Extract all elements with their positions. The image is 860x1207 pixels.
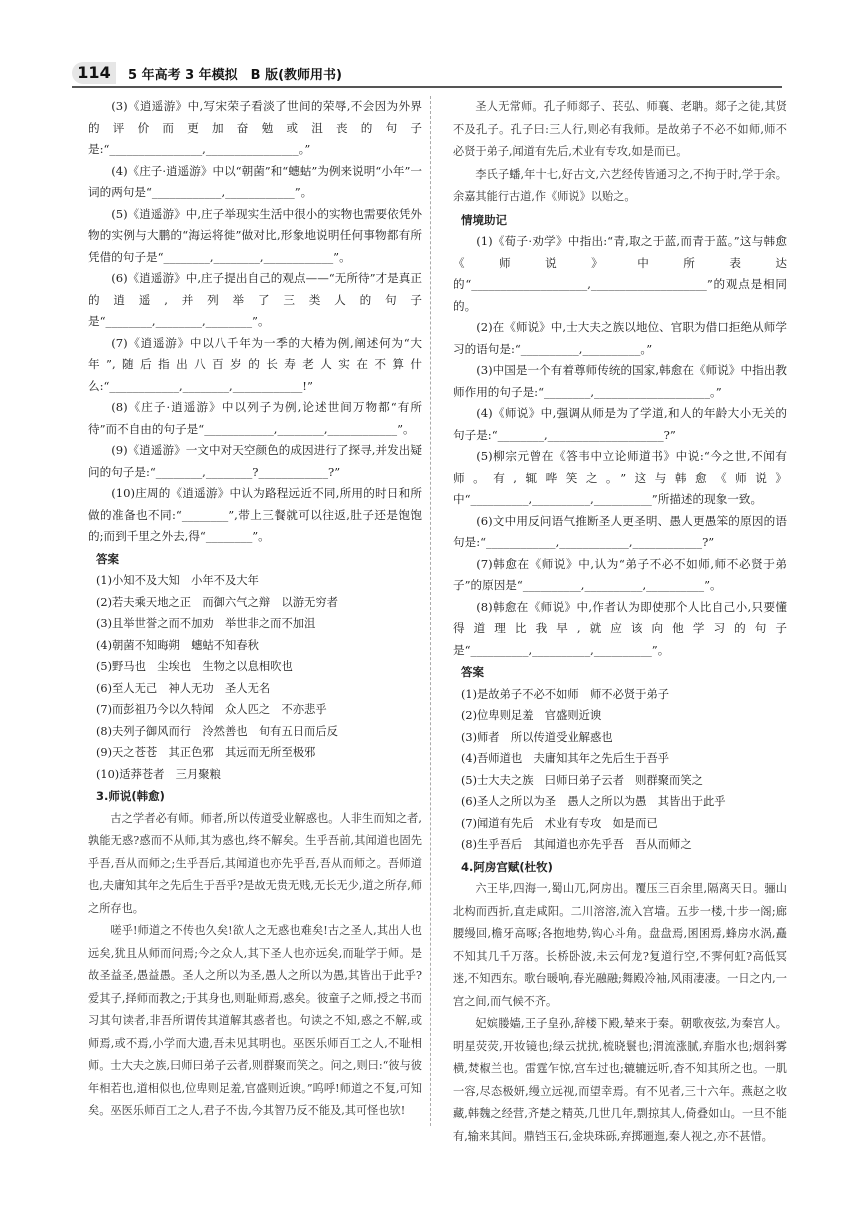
answer-item: (8)夫列子御风而行 泠然善也 旬有五日而后反 bbox=[96, 724, 338, 738]
classical-paragraph: 圣人无常师。孔子师郯子、苌弘、师襄、老聃。郯子之徒,其贤不及孔子。孔子曰:三人行,则必有我师。是故弟子不必不如师,师不必贤于弟子,闻道有先后,术业有专攻,如是而已。 bbox=[453, 100, 787, 158]
page-header bbox=[72, 62, 782, 86]
page-number: 114 bbox=[72, 62, 116, 84]
question-5: (5)《逍遥游》中,庄子举现实生活中很小的实物也需要依凭外物的实例与大鹏的“海运将徙”做对比,形象地说明任何事物都有所凭借的句子是“________,________,____________”。 bbox=[88, 206, 422, 264]
question-3: (3)《逍遥游》中,写宋荣子看淡了世间的荣辱,不会因为外界的评价而更加奋勉或沮丧的句子是:“________________,________________。” bbox=[88, 99, 422, 156]
book-title: 5 年高考 3 年模拟 B 版(教师用书) bbox=[128, 68, 342, 83]
classical-paragraph: 古之学者必有师。师者,所以传道受业解惑也。人非生而知之者,孰能无惑?惑而不从师,其为惑也,终不解矣。生乎吾前,其闻道也固先乎吾,吾从而师之;生乎吾后,其闻道也亦先乎吾,吾从而师之。吾师道也,夫庸知其年之先后生于吾乎?是故无贵无贱,无长无少,道之所存,师之所存也。 bbox=[88, 811, 422, 915]
answer-item: (3)且举世誉之而不加劝 举世非之而不加沮 bbox=[96, 617, 316, 630]
classical-paragraph: 妃嫔媵嫱,王子皇孙,辞楼下殿,辇来于秦。朝歌夜弦,为秦宫人。明星荧荧,开妆镜也;绿云扰扰,梳晓鬟也;渭流涨腻,弃脂水也;烟斜雾横,焚椒兰也。雷霆乍惊,宫车过也;辘辘远听,杳不知其所之也。一肌一容,尽态极妍,缦立远视,而望幸焉。有不见者,三十六年。燕赵之收藏,韩魏之经营,齐楚之精英,几世几年,剽掠其人,倚叠如山。一旦不能有,输来其间。鼎铛玉石,金块珠砾,弃掷逦迤,秦人视之,亦不甚惜。 bbox=[453, 1017, 787, 1143]
question-item: (8)韩愈在《师说》中,作者认为即使那个人比自己小,只要懂得道理比我早,就应该向他学习的句子是“__________,__________,__________”。 bbox=[453, 599, 787, 657]
answers-heading: 答案 bbox=[96, 551, 119, 566]
answer-item: (1)是故弟子不必不如师 师不必贤于弟子 bbox=[461, 687, 670, 701]
answer-item: (6)至人无己 神人无功 圣人无名 bbox=[96, 681, 271, 695]
answer-item: (1)小知不及大知 小年不及大年 bbox=[96, 574, 259, 587]
answer-item: (5)野马也 尘埃也 生物之以息相吹也 bbox=[96, 660, 293, 673]
question-8: (8)《庄子·逍遥游》中以列子为例,论述世间万物都“有所待”而不自由的句子是“____________,________,____________”。 bbox=[88, 400, 422, 436]
answers-heading: 答案 bbox=[461, 665, 484, 679]
column-divider bbox=[430, 96, 431, 1126]
classical-paragraph: 李氏子蟠,年十七,好古文,六艺经传皆通习之,不拘于时,学于余。余嘉其能行古道,作《师说》以贻之。 bbox=[453, 167, 787, 203]
section-title-afanggong: 4.阿房宫赋(杜牧) bbox=[461, 859, 553, 874]
section-title-shishuo: 3.师说(韩愈) bbox=[96, 789, 165, 803]
left-column bbox=[88, 96, 422, 1123]
question-item: (5)柳宗元曾在《答韦中立论师道书》中说:“今之世,不闻有师。有,辄哗笑之。”这与韩愈《师说》中“__________,__________,__________”所描述的现象一致。 bbox=[453, 449, 787, 506]
right-column bbox=[453, 96, 787, 1148]
question-item: (3)中国是一个有着尊师传统的国家,韩愈在《师说》中指出教师作用的句子是:“________,____________________。” bbox=[453, 363, 787, 399]
answer-item: (2)位卑则足羞 官盛则近谀 bbox=[461, 709, 602, 722]
answer-item: (3)师者 所以传道受业解惑也 bbox=[461, 730, 613, 744]
question-10: (10)庄周的《逍遥游》中认为路程远近不同,所用的时日和所做的准备也不同:“________”,带上三餐就可以往返,肚子还是饱饱的;而到千里之外去,得“________”。 bbox=[88, 486, 422, 543]
answer-item: (5)士大夫之族 曰师曰弟子云者 则群聚而笑之 bbox=[461, 773, 703, 787]
context-heading: 情境助记 bbox=[461, 212, 507, 227]
answer-item: (10)适莽苍者 三月聚粮 bbox=[96, 767, 221, 781]
answer-item: (8)生乎吾后 其闻道也亦先乎吾 吾从而师之 bbox=[461, 838, 692, 851]
answer-item: (7)闻道有先后 术业有专攻 如是而已 bbox=[461, 816, 658, 830]
classical-paragraph: 六王毕,四海一,蜀山兀,阿房出。覆压三百余里,隔离天日。骊山北构而西折,直走咸阳。二川溶溶,流入宫墙。五步一楼,十步一阁;廊腰缦回,檐牙高啄;各抱地势,钩心斗角。盘盘焉,囷囷焉,蜂房水涡,矗不知其几千万落。长桥卧波,未云何龙?复道行空,不霁何虹?高低冥迷,不知西东。歌台暖响,春光融融;舞殿冷袖,风雨凄凄。一日之内,一宫之间,而气候不齐。 bbox=[453, 882, 787, 1008]
question-4: (4)《庄子·逍遥游》中以“朝菌”和“蟪蛄”为例来说明“小年”一词的两句是“____________,____________”。 bbox=[88, 163, 422, 199]
header-rule bbox=[72, 86, 782, 88]
question-6: (6)《逍遥游》中,庄子提出自己的观点——“无所待”才是真正的逍遥,并列举了三类人的句子是“________,________,________”。 bbox=[88, 271, 422, 328]
classical-paragraph: 嗟乎!师道之不传也久矣!欲人之无惑也难矣!古之圣人,其出人也远矣,犹且从师而问焉;今之众人,其下圣人也亦远矣,而耻学于师。是故圣益圣,愚益愚。圣人之所以为圣,愚人之所以为愚,其皆出于此乎?爱其子,择师而教之;于其身也,则耻师焉,惑矣。彼童子之师,授之书而习其句读者,非吾所谓传其道解其惑者也。句读之不知,惑之不解,或师焉,或不焉,小学而大遗,吾未见其明也。巫医乐师百工之人,不耻相师。士大夫之族,曰师曰弟子云者,则群聚而笑之。问之,则曰:“彼与彼年相若也,道相似也,位卑则足羞,官盛则近谀。”呜呼!师道之不复,可知矣。巫医乐师百工之人,君子不齿,今其智乃反不能及,其可怪也欤! bbox=[88, 924, 422, 1117]
question-item: (1)《荀子·劝学》中指出:“青,取之于蓝,而青于蓝。”这与韩愈《师说》中所表达的“____________________,____________________”的观点是相同的。 bbox=[453, 234, 787, 313]
question-item: (7)韩愈在《师说》中,认为“弟子不必不如师,师不必贤于弟子”的原因是“__________,__________,__________”。 bbox=[453, 556, 787, 592]
question-item: (2)在《师说》中,士大夫之族以地位、官职为借口拒绝从师学习的语句是:“__________,__________。” bbox=[453, 320, 787, 356]
answer-item: (2)若夫乘天地之正 而御六气之辩 以游无穷者 bbox=[96, 595, 338, 609]
question-item: (4)《师说》中,强调从师是为了学道,和人的年龄大小无关的句子是:“________,____________________?” bbox=[453, 406, 787, 442]
answer-item: (4)朝菌不知晦朔 蟪蛄不知春秋 bbox=[96, 638, 259, 652]
answer-item: (7)而彭祖乃今以久特闻 众人匹之 不亦悲乎 bbox=[96, 703, 327, 716]
answer-item: (9)天之苍苍 其正色邪 其远而无所至极邪 bbox=[96, 746, 316, 759]
question-9: (9)《逍遥游》一文中对天空颜色的成因进行了探寻,并发出疑问的句子是:“________,________?____________?” bbox=[88, 443, 422, 479]
question-7: (7)《逍遥游》中以八千年为一季的大椿为例,阐述何为“大年”,随后指出八百岁的长寿老人实在不算什么:“____________,________,____________!” bbox=[88, 335, 422, 393]
question-item: (6)文中用反问语气推断圣人更圣明、愚人更愚笨的原因的语句是:“____________,____________,____________?” bbox=[453, 513, 787, 549]
answer-item: (4)吾师道也 夫庸知其年之先后生于吾乎 bbox=[461, 752, 670, 765]
answer-item: (6)圣人之所以为圣 愚人之所以为愚 其皆出于此乎 bbox=[461, 795, 726, 808]
